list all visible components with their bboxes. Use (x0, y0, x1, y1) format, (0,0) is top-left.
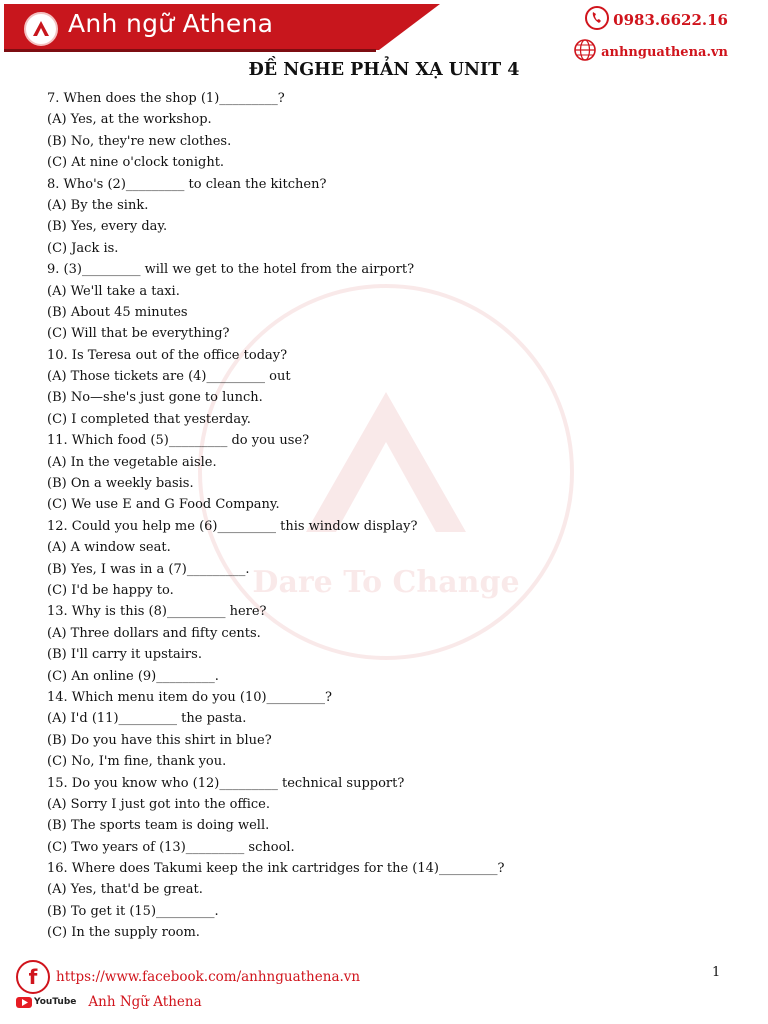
page-title: ĐỀ NGHE PHẢN XẠ UNIT 4 (248, 60, 520, 80)
answer-line: (A) Yes, that'd be great. (47, 882, 203, 898)
question-line: 8. Who's (2)_________ to clean the kitchen? (47, 176, 327, 192)
answer-line: (A) We'll take a taxi. (47, 283, 180, 299)
answer-line: (C) I completed that yesterday. (47, 411, 251, 427)
answer-line: (B) On a weekly basis. (47, 476, 194, 492)
question-line: 9. (3)_________ will we get to the hotel from the airport? (47, 262, 415, 278)
answer-line: (C) We use E and G Food Company. (47, 497, 280, 513)
youtube-channel-name[interactable]: Anh Ngữ Athena (88, 994, 202, 1010)
question-line: 16. Where does Takumi keep the ink cartridges for the (14)_________? (47, 861, 505, 877)
answer-line: (B) Yes, I was in a (7)_________. (47, 561, 250, 577)
answer-line: (B) About 45 minutes (47, 304, 188, 320)
phone-contact[interactable] (585, 6, 728, 34)
answer-line: (A) Three dollars and fifty cents. (47, 625, 261, 641)
page-number: 1 (712, 965, 721, 980)
answer-line: (C) No, I'm fine, thank you. (47, 754, 227, 770)
answer-line: (C) Jack is. (47, 240, 119, 256)
answer-line: (B) The sports team is doing well. (47, 818, 270, 834)
question-list (47, 88, 727, 944)
answer-line: (A) Those tickets are (4)_________ out (47, 369, 291, 385)
answer-line: (B) No—she's just gone to lunch. (47, 390, 263, 406)
question-line: 11. Which food (5)_________ do you use? (47, 433, 310, 449)
answer-line: (C) In the supply room. (47, 925, 200, 941)
answer-line: (B) I'll carry it upstairs. (47, 647, 202, 663)
answer-line: (B) Yes, every day. (47, 219, 168, 235)
answer-line: (B) Do you have this shirt in blue? (47, 732, 272, 748)
question-line: 14. Which menu item do you (10)_________? (47, 689, 333, 705)
question-line: 15. Do you know who (12)_________ technical support? (47, 775, 405, 791)
answer-line: (A) Yes, at the workshop. (47, 112, 212, 128)
answer-line: (B) No, they're new clothes. (47, 133, 232, 149)
watermark-text: Dare To Change (252, 565, 520, 600)
youtube-link[interactable] (16, 994, 202, 1010)
facebook-link[interactable] (16, 960, 360, 994)
answer-line: (A) I'd (11)_________ the pasta. (47, 711, 247, 727)
facebook-url[interactable]: https://www.facebook.com/anhnguathena.vn (56, 969, 361, 985)
answer-line: (A) By the sink. (47, 197, 149, 213)
answer-line: (A) A window seat. (47, 540, 171, 556)
answer-line: (A) In the vegetable aisle. (47, 454, 217, 470)
brand-name: Anh ngữ Athena (68, 9, 274, 38)
website-url: anhnguathena.vn (601, 44, 728, 60)
question-line: 13. Why is this (8)_________ here? (47, 604, 267, 620)
facebook-icon: f (16, 960, 50, 994)
logo-icon (24, 12, 58, 46)
answer-line: (C) An online (9)_________. (47, 668, 219, 684)
youtube-label: YouTube (34, 997, 77, 1007)
question-line: 10. Is Teresa out of the office today? (47, 347, 288, 363)
answer-line: (C) At nine o'clock tonight. (47, 155, 225, 171)
answer-line: (B) To get it (15)_________. (47, 903, 219, 919)
header-banner-underline (4, 49, 376, 52)
answer-line: (C) I'd be happy to. (47, 582, 174, 598)
phone-icon (585, 6, 613, 34)
phone-number: 0983.6622.16 (613, 11, 728, 29)
answer-line: (C) Will that be everything? (47, 326, 230, 342)
question-line: 7. When does the shop (1)_________? (47, 91, 285, 106)
question-line: 12. Could you help me (6)_________ this window display? (47, 518, 418, 534)
youtube-icon (16, 997, 76, 1008)
answer-line: (C) Two years of (13)_________ school. (47, 839, 295, 855)
answer-line: (A) Sorry I just got into the office. (47, 796, 270, 812)
